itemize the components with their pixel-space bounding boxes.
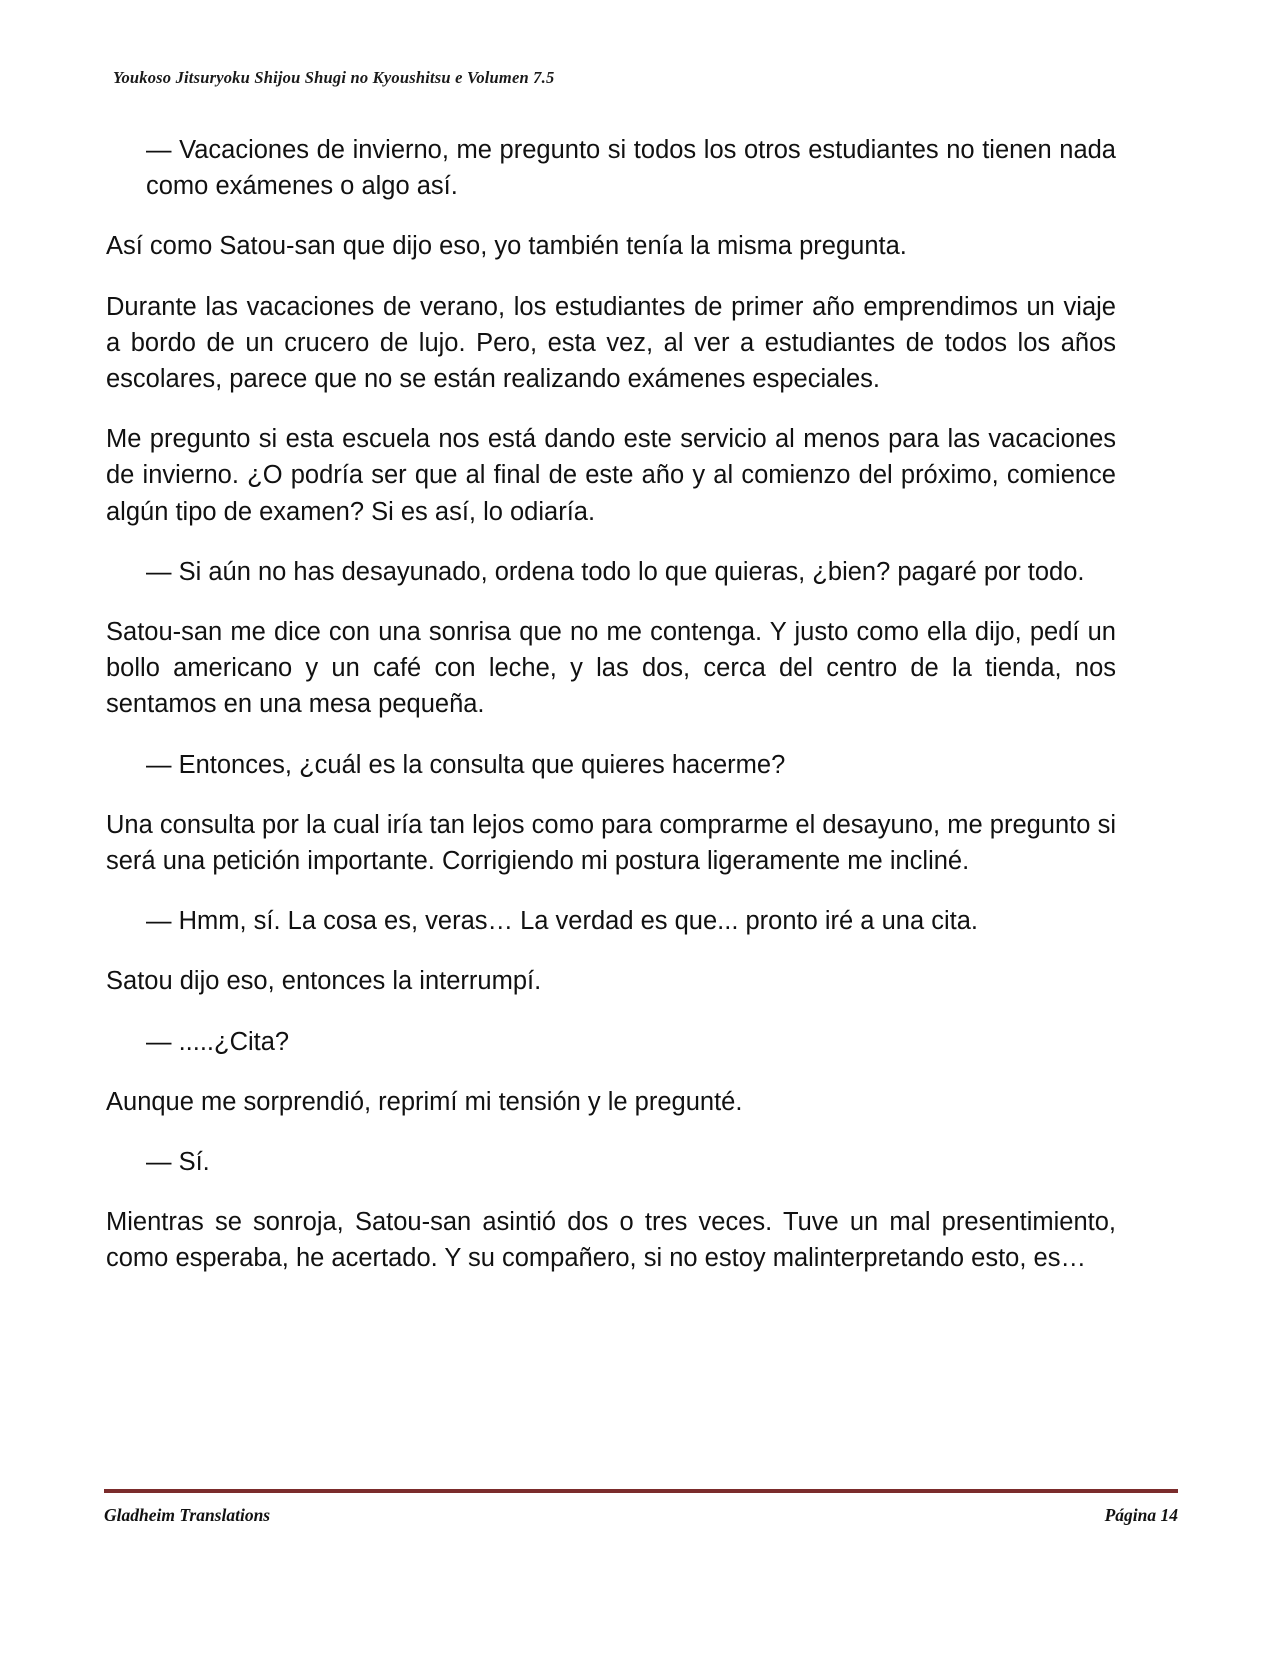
- paragraph-narration: Satou-san me dice con una sonrisa que no me contenga. Y justo como ella dijo, pedí un bollo americano y un café con leche, y las dos, cerca del centro de la tienda, nos sentamos en una mesa pequeña.: [106, 618, 1116, 719]
- paragraph-narration: Satou dijo eso, entonces la interrumpí.: [106, 967, 542, 996]
- page-number: Página 14: [1104, 1505, 1178, 1525]
- book-title: Youkoso Jitsuryoku Shijou Shugi no Kyoushitsu e Volumen 7.5: [113, 68, 555, 87]
- paragraph-narration: Me pregunto si esta escuela nos está dando este servicio al menos para las vacaciones de invierno. ¿O podría ser que al final de este año y al comienzo del próximo, comience algún tipo de examen? Si es así, lo odiaría.: [106, 425, 1116, 526]
- paragraph-dialogue: — Vacaciones de invierno, me pregunto si todos los otros estudiantes no tienen nada como exámenes o algo así.: [146, 136, 1116, 201]
- paragraph-narration: Una consulta por la cual iría tan lejos como para comprarme el desayuno, me pregunto si será una petición importante. Corrigiendo mi postura ligeramente me incliné.: [106, 810, 1116, 876]
- page-header: [113, 68, 1173, 88]
- paragraph-dialogue: — Sí.: [146, 1148, 210, 1177]
- paragraph-narration: Aunque me sorprendió, reprimí mi tensión y le pregunté.: [106, 1087, 743, 1116]
- paragraph-narration: Así como Satou-san que dijo eso, yo también tenía la misma pregunta.: [106, 232, 907, 261]
- paragraph-narration: Mientras se sonroja, Satou-san asintió dos o tres veces. Tuve un mal presentimiento, como esperaba, he acertado. Y su compañero, si no estoy malinterpretando esto, es…: [106, 1208, 1116, 1273]
- paragraph-dialogue: — Hmm, sí. La cosa es, veras… La verdad es que... pronto iré a una cita.: [146, 907, 978, 936]
- paragraph-narration: Durante las vacaciones de verano, los estudiantes de primer año emprendimos un viaje a bordo de un crucero de lujo. Pero, esta vez, al ver a estudiantes de todos los años escolares, parece que no se están realizando exámenes especiales.: [106, 292, 1116, 394]
- paragraph-dialogue: — Entonces, ¿cuál es la consulta que quieres hacerme?: [146, 750, 786, 779]
- paragraph-dialogue: — .....¿Cita?: [146, 1027, 290, 1056]
- page-body: [106, 132, 1116, 1277]
- translator-credit: Gladheim Translations: [104, 1505, 271, 1525]
- page-footer: [104, 1505, 1178, 1526]
- paragraph-dialogue: — Si aún no has desayunado, ordena todo lo que quieras, ¿bien? pagaré por todo.: [146, 557, 1085, 586]
- footer-divider: [104, 1489, 1178, 1493]
